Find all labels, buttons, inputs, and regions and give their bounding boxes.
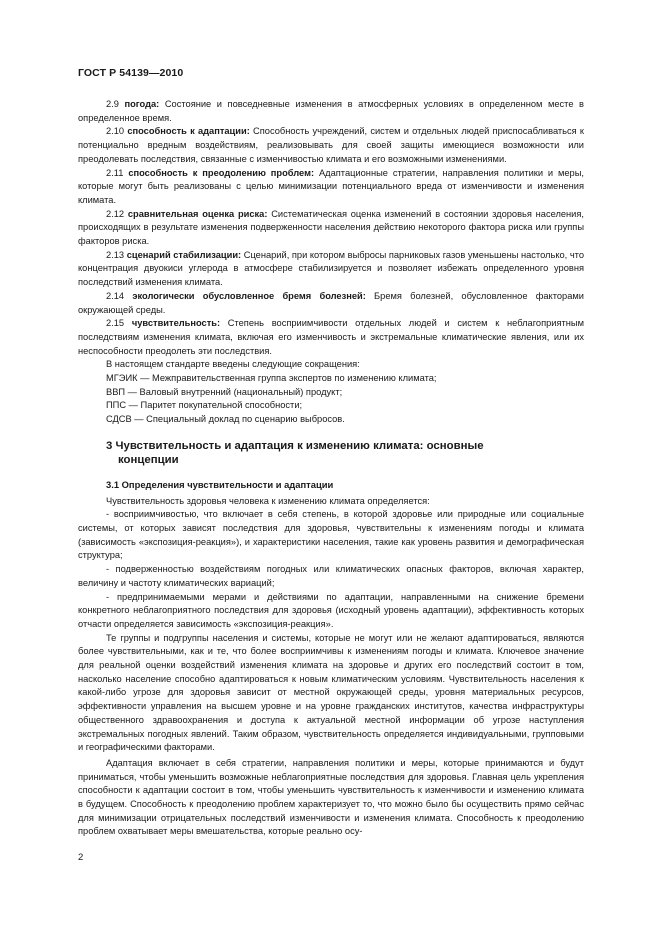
page-content [78,98,584,839]
section-title-line: концепции [118,454,179,467]
term-number: 2.11 [106,167,124,178]
body-paragraph: Те группы и подгруппы населения и системы, которые не могут или не желают адаптироваться, являются более чувствительными, как и те, что более восприимчивы к изменениям погоды и климата. Ключевое значение для реальной оценки воздействий изменения климата на здоровье и других его последствий состоит в том, насколько население способно адаптироваться к новым климатическим условиям. Чувствительность населения к какой-либо угрозе для здоровья зависит от местной окружающей среды, уровня материальных ресурсов, эффективности управления на высшем уровне и на уровне гражданских институтов, качества инфраструктуры общественного здравоохранения и доступа к актуальной местной информации об угрозе наступления экстремальных погодных явлений. Таким образом, чувствительность определяется индивидуальными, групповыми и географическими факторами. [78,632,584,753]
term-name: сравнительная оценка риска: [127,208,268,219]
term-definition: Бремя болезней, обусловленное факторами окружающей среды. [78,290,584,315]
term-definition: Состояние и повседневные изменения в атмосферных условиях в определенном месте в определенное время. [78,99,584,123]
term-number: 2.13 [106,249,125,260]
term-name: способность к преодолению проблем: [128,167,315,178]
page-number: 2 [78,852,84,863]
section-3-title [78,439,584,468]
body-paragraph: Адаптация включает в себя стратегии, направления политики и меры, которые принимаются и будут приниматься, чтобы уменьшить возможные неблагоприятные последствия для здоровья. Главная цель укрепления способности к адаптации состоит в том, чтобы уменьшить чувствительность к изменчивости и изменению климата в будущем. Способность к преодолению проблем характеризует то, что можно было бы осуществить прямо сейчас для минимизации отрицательных последствий изменчивости и изменения климата. Способность к преодолению проблем охватывает меры вмешательства, которые реально осу- [78,757,584,837]
abbreviation-item: ППС — Паритет покупательной способности; [106,400,303,411]
section-title-line: 3 Чувствительность и адаптация к изменению климата: основные [106,439,484,452]
abbreviation-item: ВВП — Валовый внутренний (национальный) продукт; [106,386,343,397]
document-header: ГОСТ Р 54139—2010 [78,67,184,79]
term-2-14 [78,290,584,317]
bullet-paragraph: - восприимчивостью, что включает в себя степень, в которой здоровье или природные или социальные системы, от которых зависят последствия для здоровья, чувствительны к изменениям погоды и климата (зависимость «экспозиция-реакция»), и характеристики населения, такие как уровень развития и демографическая структура; [78,509,584,561]
term-name: экологически обусловленное бремя болезней: [132,290,366,301]
section-3-body [78,495,584,840]
subsection-3-1-title: 3.1 Определения чувствительности и адаптации [106,478,334,490]
bullet-paragraph: - подверженностью воздействиям погодных или климатических опасных факторов, включая характер, величину и частоту климатических вариаций; [78,564,584,588]
abbreviations-block [78,358,584,427]
term-2-15 [78,317,584,358]
term-2-9 [78,98,584,125]
term-number: 2.15 [106,318,125,329]
term-number: 2.12 [106,208,125,219]
term-2-13 [78,249,584,290]
term-name: чувствительность: [131,318,221,329]
term-definition: Степень восприимчивости отдельных людей и систем к неблагоприятным последствиям изменения климата, включая его изменчивость и экстремальные климатические явления, или их неспособности преодолеть эти последствия. [78,318,584,356]
term-name: способность к адаптации: [127,126,250,137]
terms-list [78,98,584,358]
bullet-paragraph: - предпринимаемыми мерами и действиями по адаптации, направленными на снижение бремени конкретного неблагоприятного последствия для здоровья (исходный уровень адаптации), эффективность которых отчасти определяется зависимость «экспозиция-реакция». [78,591,584,629]
term-name: погода: [124,99,160,109]
body-paragraph: Чувствительность здоровья человека к изменению климата определяется: [106,495,430,506]
term-definition: Систематическая оценка изменений в состоянии здоровья населения, происходящих в результате изменения подверженности населения действию некоторого фактора риска или группы факторов риска. [78,208,584,247]
term-2-10 [78,125,584,166]
term-number: 2.10 [106,126,125,137]
term-number: 2.14 [106,290,125,301]
abbreviation-item: МГЭИК — Межправительственная группа экспертов по изменению климата; [106,373,437,384]
abbreviations-intro: В настоящем стандарте введены следующие сокращения: [106,359,360,370]
term-definition: Сценарий, при котором выбросы парниковых газов уменьшены настолько, что концентрация двуокиси углерода в атмосфере стабилизируется и позволяет избежать определенного уровня последствий изменения климата. [78,249,584,288]
term-definition: Способность учреждений, систем и отдельных людей приспосабливаться к потенциально вредным воздействиям, реализовывать для своей защиты имеющиеся возможности или преодолевать последствия, связанные с изменчивостью климата и его возможными изменениями. [78,126,584,164]
term-name: сценарий стабилизации: [126,249,242,260]
term-2-12 [78,208,584,249]
term-definition: Адаптационные стратегии, направления политики и меры, которые могут быть реализованы с целью минимизации потенциального вреда от изменчивости и изменения климата. [78,167,584,205]
abbreviation-item: СДСВ — Специальный доклад по сценарию выбросов. [106,414,345,425]
term-number: 2.9 [106,99,119,109]
term-2-11 [78,167,584,208]
